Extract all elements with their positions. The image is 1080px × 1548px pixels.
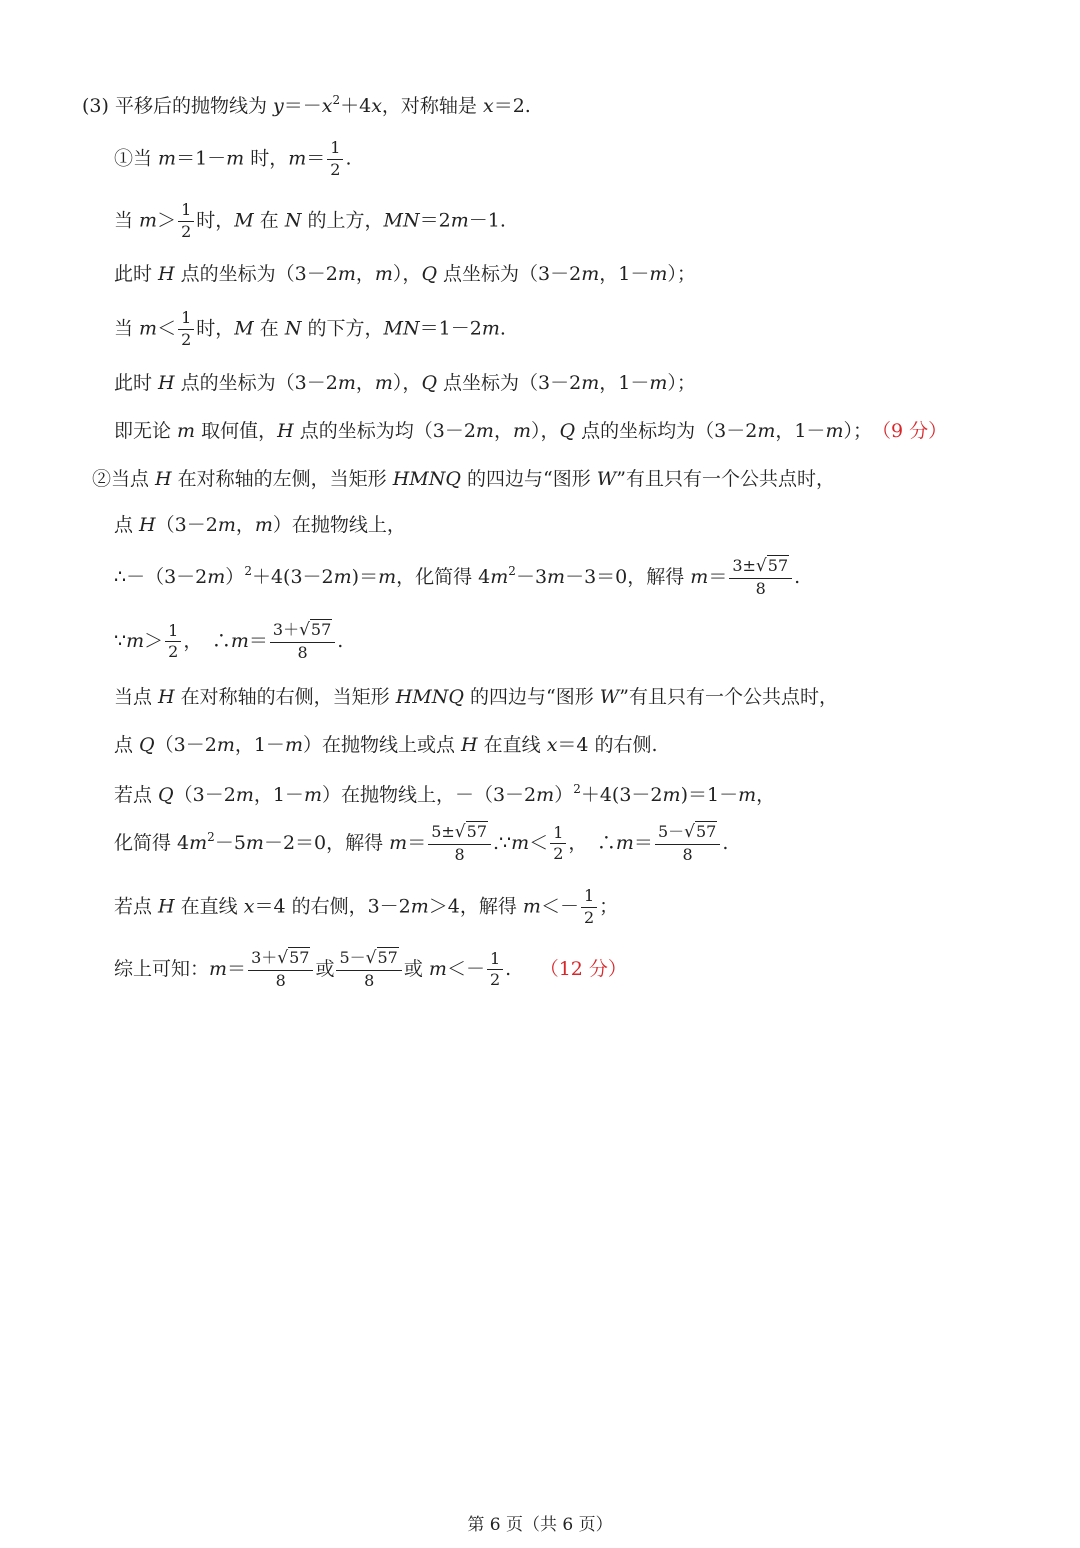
case2-right-intro [114,688,838,707]
math-variable: m [738,784,757,806]
text-run: ）； [667,372,696,394]
text-run: ，1－ [775,420,826,442]
text-run: ， [493,420,513,442]
math-variable: m [374,372,393,394]
text-run: －1. [468,209,506,232]
text-run: 在对称轴的左侧，当矩形 [171,468,393,490]
text-run: 此时 [114,372,159,394]
text-run: 点的坐标为（3－2 [174,263,338,285]
text-run: 时， [196,209,235,232]
superscript: 2 [573,782,581,796]
text-run: ＜－ [540,895,579,918]
case2-left-result [114,622,343,662]
math-variable: m [333,565,352,588]
fraction: $\frac{5-√57}{8}$ [655,824,720,864]
math-variable: N [284,209,302,232]
fraction: $\frac{3+√57}{8}$ [248,950,313,990]
math-variable: m [254,514,273,536]
math-variable: x [546,734,558,756]
text-run: ＝ [227,957,247,980]
text-run: ，1－ [253,784,304,806]
math-variable: m [428,957,447,980]
text-run: ， [235,514,255,536]
math-variable: m [522,895,541,918]
math-variable: m [581,372,600,394]
text-run: 当 [114,317,140,340]
text-run: 在对称轴的右侧，当矩形 [174,686,396,708]
text-run: ） [225,565,245,588]
case1-m-greater [114,202,506,241]
text-run: 时， [196,317,235,340]
math-variable: m [337,372,356,394]
math-variable: x [321,95,333,117]
text-run: 的上方， [301,209,384,232]
math-variable: m [450,209,469,232]
text-run: 的下方， [301,317,384,340]
text-run: ， [756,784,776,806]
sqrt: √57 [755,556,789,576]
text-run: . [499,317,506,340]
text-run: ＝ [407,831,427,854]
math-variable: Q [559,420,576,442]
text-run: .∵ [493,831,512,854]
math-variable: HMNQ [392,468,461,490]
math-variable: m [158,147,177,170]
superscript: 2 [207,829,215,844]
text-run: 点 [114,734,140,756]
math-variable: m [649,372,668,394]
math-variable: x [482,95,494,117]
text-run: ）； [843,420,882,442]
text-run: ”有且只有一个公共点时， [616,468,835,490]
fraction: $\frac{3+√57}{8}$ [270,622,335,662]
math-variable: m [481,317,500,340]
text-run: ）在抛物线上或点 [302,734,462,756]
final-summary [114,950,627,990]
math-variable: m [649,263,668,285]
math-variable: m [757,420,776,442]
text-run: 或 [315,957,335,980]
text-run: （3－2 [154,734,217,756]
fraction: $\frac{1}{2}$ [178,310,194,349]
text-run: . [337,629,344,652]
case1-coords-a [114,265,696,284]
text-run: )＝1－ [680,784,739,806]
text-run: ＝2 [419,209,451,232]
text-run: 点 [114,514,140,536]
text-run: ； [599,895,619,918]
text-run: 的四边与“图形 [460,468,597,490]
text-run: ＝4 的右侧，3－2 [254,895,411,918]
text-run: 在直线 [477,734,547,756]
text-run: ）在抛物线上，－（3－2 [321,784,537,806]
text-run: 若点 [114,784,159,806]
math-variable: m [139,209,158,232]
text-run: 点的坐标均为（3－2 [575,420,758,442]
math-variable: H [158,686,175,708]
text-run: ， ∴ [568,831,616,854]
text-run: ＋4 [340,95,372,117]
math-variable: m [662,784,681,806]
math-variable: m [581,263,600,285]
case1-condition [114,140,352,179]
text-run: ＜－ [446,957,485,980]
text-run: 当 [114,209,140,232]
text-run: )＝ [351,565,379,588]
math-variable: Q [421,372,438,394]
math-variable: N [284,317,302,340]
math-variable: MN [383,317,420,340]
math-variable: W [596,468,617,490]
fraction: $\frac{1}{2}$ [550,825,566,864]
text-run: ）在抛物线上， [272,514,406,536]
text-run: ＝1－2 [419,317,482,340]
text-run: ＞ [157,209,177,232]
text-run: ）， [392,263,422,285]
score-mark: （12 分） [549,957,627,980]
text-run: ＞4，解得 [428,895,523,918]
math-variable: HMNQ [395,686,464,708]
text-run: ＋4(3－2 [580,784,663,806]
text-run: ，化简得 4 [396,565,491,588]
text-run: 点坐标为（3－2 [437,372,582,394]
text-run: －3＝0，解得 [565,565,691,588]
math-variable: m [475,420,494,442]
fraction: $\frac{5-√57}{8}$ [336,950,401,990]
math-variable: MN [383,209,420,232]
sqrt: √57 [277,948,310,968]
math-variable: m [690,565,709,588]
case1-conclusion [114,422,947,441]
math-variable: m [825,420,844,442]
math-variable: m [512,420,531,442]
math-variable: m [230,629,249,652]
superscript: 2 [332,93,341,107]
text-run: ）， [392,372,422,394]
text-run: ， [355,263,375,285]
math-variable: H [155,468,172,490]
math-variable: H [158,372,175,394]
math-variable: x [243,895,255,918]
text-run: (3) 平移后的抛物线为 [82,95,273,117]
case1-coords-b [114,374,696,393]
math-variable: m [284,734,303,756]
math-variable: m [217,514,236,536]
math-variable: m [410,895,429,918]
math-variable: H [158,895,175,918]
math-variable: m [177,420,196,442]
fraction: $\frac{1}{2}$ [165,623,181,662]
math-variable: M [234,317,254,340]
text-run: 点坐标为（3－2 [437,263,582,285]
text-run: 点的坐标为（3－2 [174,372,338,394]
text-run: 综上可知： [114,957,210,980]
text-run: ， ∴ [183,629,231,652]
text-run: 在 [253,317,285,340]
text-run: （3－2 [155,514,218,536]
math-variable: m [337,263,356,285]
text-run: ）； [667,263,696,285]
text-run: ①当 [114,147,159,170]
math-variable: m [209,957,228,980]
sqrt: √57 [454,822,487,842]
math-variable: H [158,263,175,285]
sqrt: √57 [299,620,332,640]
case2-right-point [114,736,658,755]
math-variable: m [207,565,226,588]
text-run: （3－2 [173,784,236,806]
text-run: ＝2. [493,95,531,117]
sqrt: √57 [684,822,717,842]
math-variable: M [234,209,254,232]
text-run: 时， [244,147,289,170]
math-variable: m [490,565,509,588]
text-run: ，1－ [234,734,285,756]
fraction: $\frac{1}{2}$ [487,951,503,990]
text-run: ＝ [633,831,653,854]
math-variable: H [461,734,478,756]
text-run: －2＝0，解得 [263,831,390,854]
text-run: －3 [515,565,548,588]
math-variable: m [511,831,530,854]
text-run: ②当点 [92,468,156,490]
text-run: ＋4(3－2 [251,565,334,588]
score-mark: （9 分） [881,420,948,442]
math-variable: m [235,784,254,806]
superscript: 2 [244,563,252,578]
fraction: $\frac{1}{2}$ [178,202,194,241]
text-run: 在直线 [174,895,244,918]
sqrt: √57 [365,948,398,968]
text-run: ） [554,784,574,806]
text-run: 点的坐标为均（3－2 [293,420,476,442]
math-variable: m [374,263,393,285]
text-run: ）， [531,420,560,442]
text-run: ＝1－ [176,147,227,170]
text-run: ，对称轴是 [381,95,483,117]
text-run: . [505,957,550,980]
case2-right-sub2 [114,888,618,927]
math-variable: y [273,95,284,117]
text-run: －5 [214,831,246,854]
text-run: ＝ [708,565,728,588]
text-run: ＝ [306,147,326,170]
math-variable: Q [139,734,155,756]
math-variable: m [245,831,264,854]
text-run: ∵ [114,629,127,652]
text-run: 此时 [114,263,159,285]
text-run: ，1－ [599,263,650,285]
math-variable: m [536,784,555,806]
text-run: ＝－ [283,95,322,117]
text-run: ， [355,372,375,394]
math-variable: m [547,565,566,588]
case2-left-intro [92,470,835,489]
math-variable: m [615,831,634,854]
math-variable: m [189,831,208,854]
math-variable: H [277,420,294,442]
fraction: $\frac{3\pm√57}{8}$ [729,558,792,598]
text-run: 取何值， [195,420,278,442]
math-variable: m [303,784,322,806]
text-run: . [345,147,352,170]
math-variable: m [139,317,158,340]
math-variable: m [126,629,145,652]
text-run: . [794,565,801,588]
math-variable: W [599,686,620,708]
math-variable: m [216,734,235,756]
text-run: 或 [403,957,429,980]
text-run: 在 [253,209,285,232]
case2-left-point [114,516,406,535]
text-run: ＜ [529,831,549,854]
case2-right-sub1 [114,783,775,805]
math-variable: m [288,147,307,170]
case1-m-less [114,310,506,349]
case2-left-equation [114,558,800,598]
case2-right-sub1-solve [114,824,728,864]
math-variable: x [371,95,382,117]
text-run: ＝4 的右侧. [557,734,658,756]
text-run: ，1－ [599,372,650,394]
text-run: ＜ [157,317,177,340]
page-number: 第 6 页（共 6 页） [467,1515,613,1535]
math-variable: m [389,831,408,854]
text-run: ＞ [144,629,164,652]
fraction: $\frac{1}{2}$ [581,888,597,927]
text-run: ＝ [248,629,268,652]
text-run: . [722,831,729,854]
fraction: $\frac{1}{2}$ [327,140,343,179]
part3-header [82,94,531,116]
math-variable: m [226,147,245,170]
text-run: 即无论 [114,420,178,442]
text-run: ∴－（3－2 [114,565,208,588]
text-run: 化简得 4 [114,831,190,854]
math-variable: H [139,514,156,536]
math-variable: m [378,565,397,588]
text-run: 若点 [114,895,159,918]
text-run: 的四边与“图形 [463,686,600,708]
math-variable: Q [421,263,438,285]
superscript: 2 [508,563,516,578]
text-run: 当点 [114,686,159,708]
math-variable: Q [158,784,174,806]
text-run: ”有且只有一个公共点时， [619,686,838,708]
fraction: $\frac{5\pm√57}{8}$ [428,824,491,864]
